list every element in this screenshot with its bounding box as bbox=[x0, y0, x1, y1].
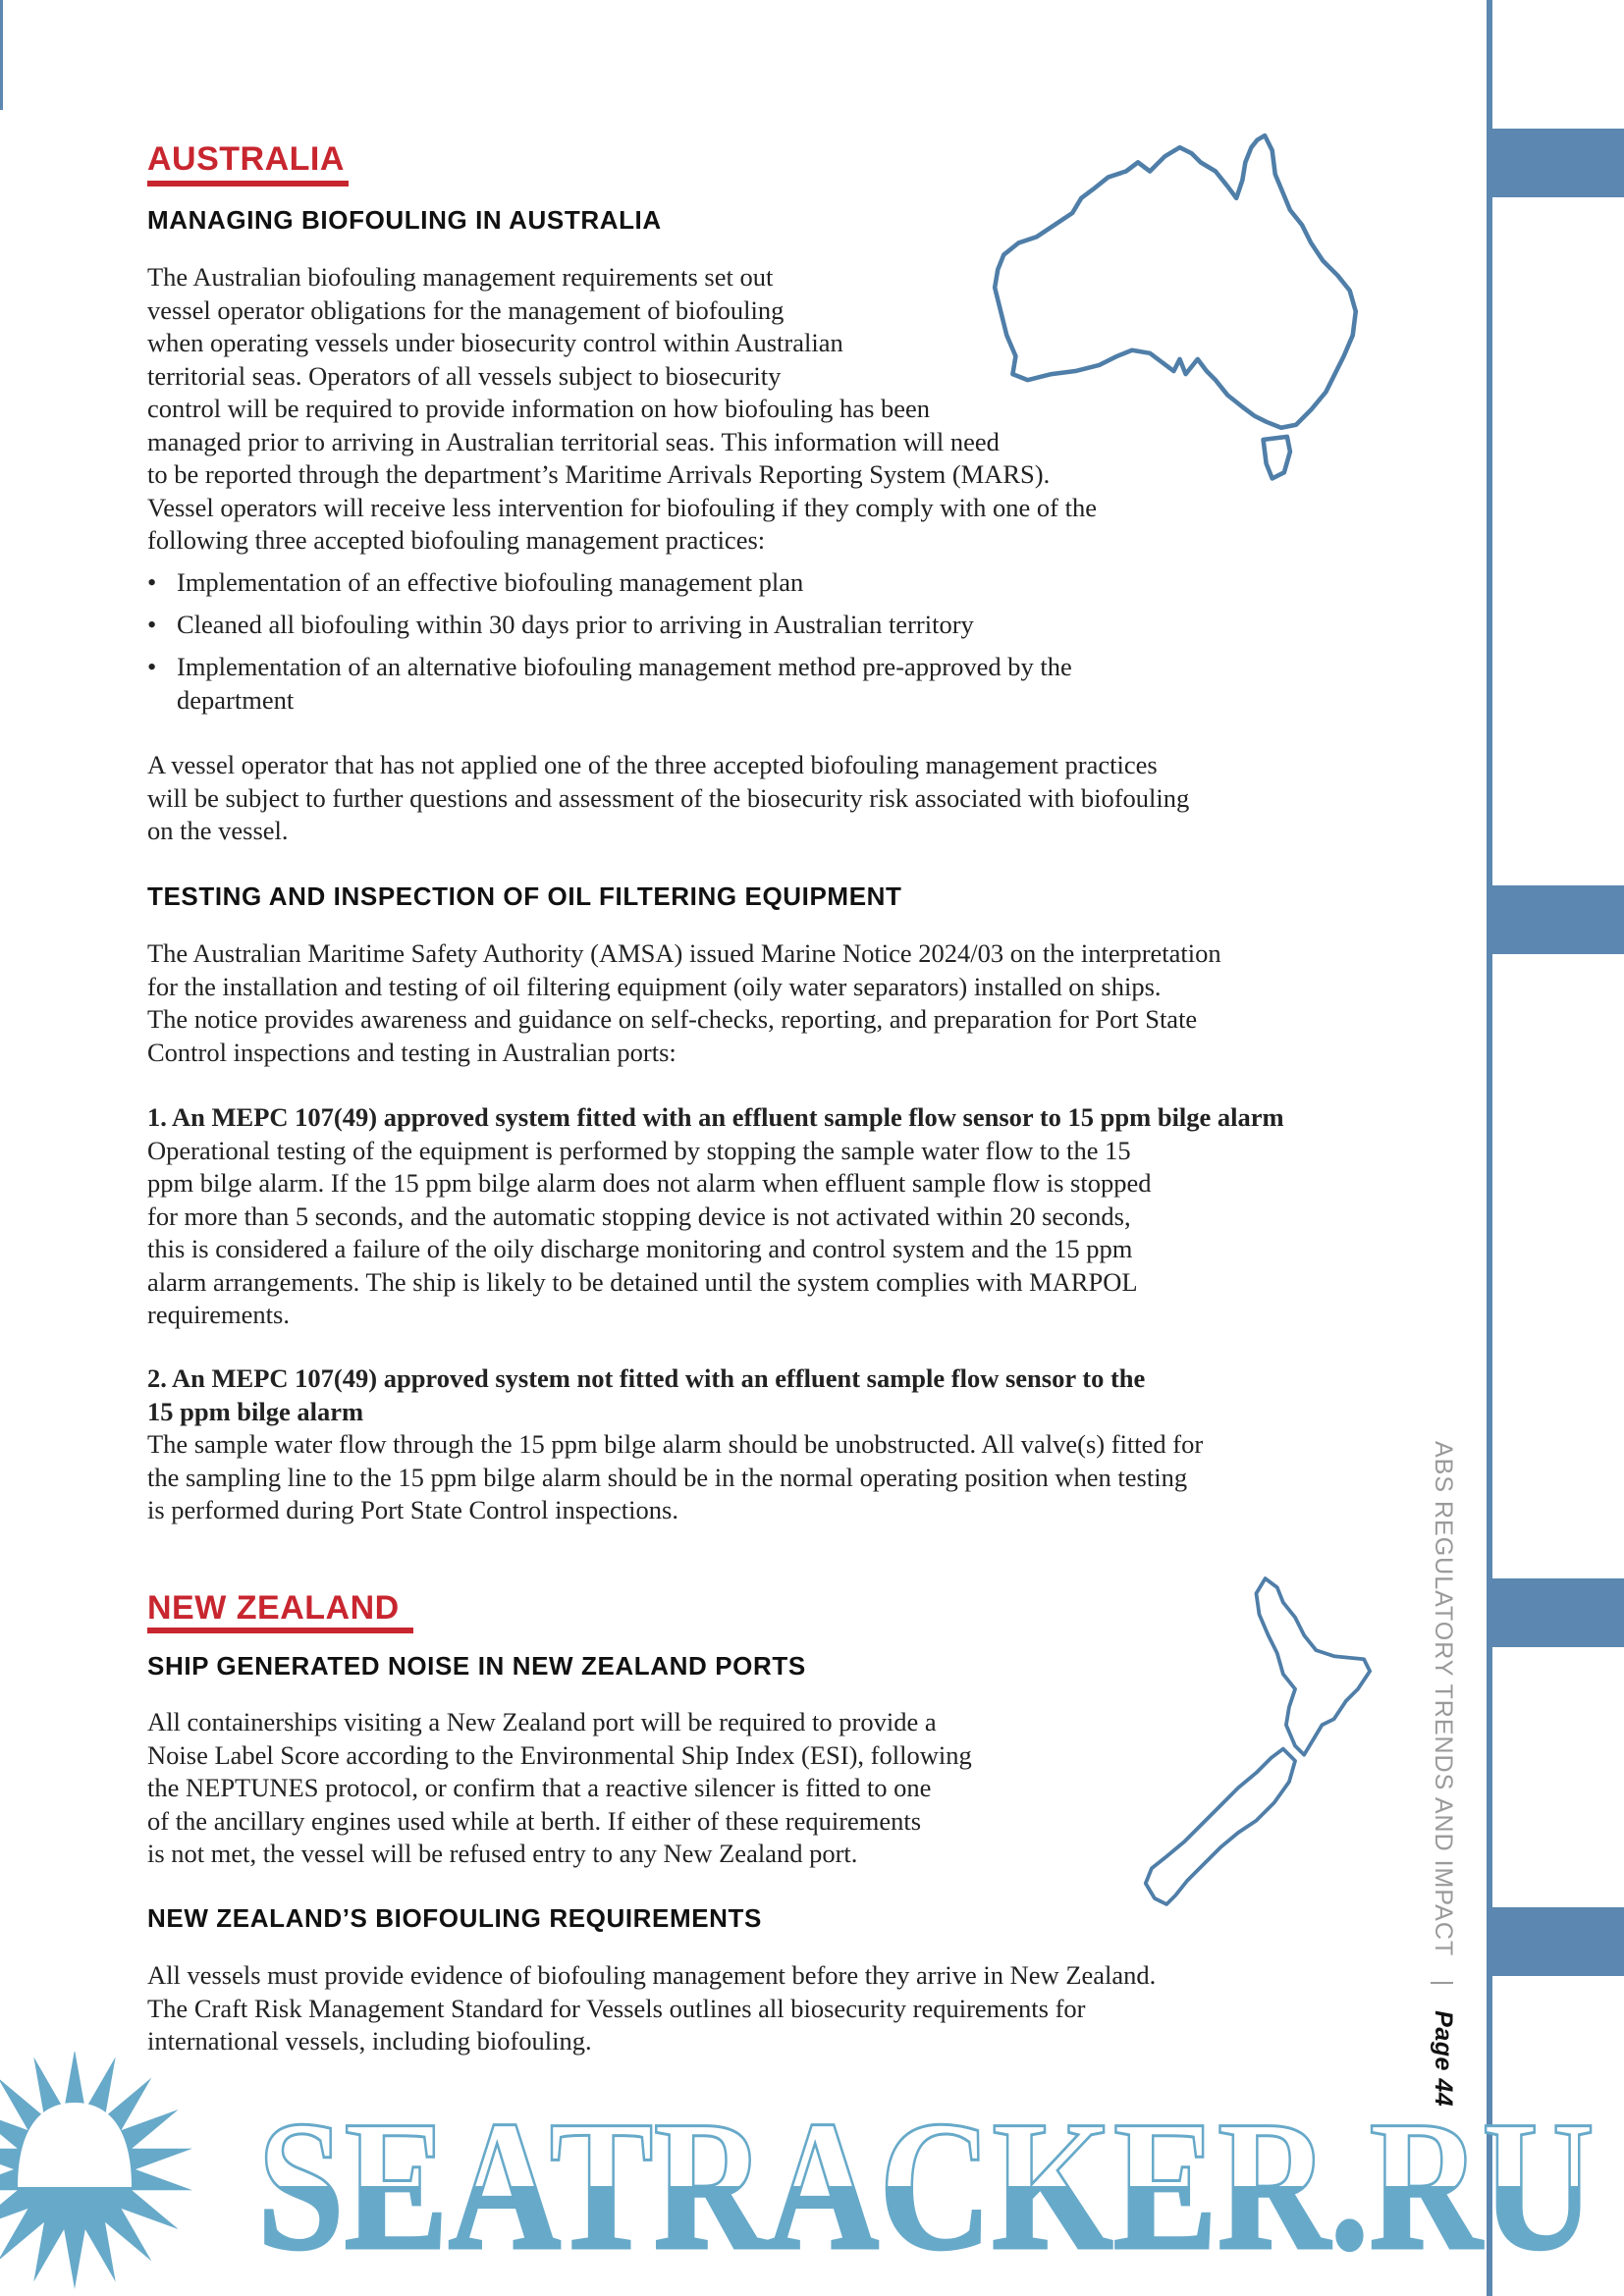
text-line: The sample water flow through the 15 ppm bilge alarm should be unobstructed. All valve(s) fitted for bbox=[147, 1429, 1204, 1459]
text-line: on the vessel. bbox=[147, 816, 289, 845]
text-line: is not met, the vessel will be refused entry to any New Zealand port. bbox=[147, 1839, 858, 1868]
text-line: Noise Label Score according to the Environmental Ship Index (ESI), following bbox=[147, 1739, 972, 1770]
text-line: The Australian Maritime Safety Authority (AMSA) issued Marine Notice 2024/03 on the interpretation bbox=[147, 938, 1221, 968]
paragraph-biofouling-closing bbox=[147, 749, 1189, 848]
sidebar-tab bbox=[1489, 885, 1624, 954]
text-line: when operating vessels under biosecurity control within Australian bbox=[147, 328, 843, 357]
running-footer bbox=[1429, 1441, 1457, 2107]
text-line: Control inspections and testing in Australian ports: bbox=[147, 1037, 677, 1067]
text-line: Operational testing of the equipment is performed by stopping the sample water flow to the 15 bbox=[147, 1135, 1131, 1165]
paragraph-oil-intro bbox=[147, 937, 1221, 1069]
text-line: the sampling line to the 15 ppm bilge alarm should be in the normal operating position when testing bbox=[147, 1462, 1188, 1492]
paragraph-ship-noise bbox=[147, 1706, 972, 1871]
heading-nz-biofouling: NEW ZEALAND’S BIOFOULING REQUIREMENTS bbox=[147, 1903, 762, 1933]
watermark-text: SEATRACKER.RU bbox=[257, 2083, 1595, 2289]
australia-map-icon bbox=[992, 133, 1365, 486]
case1-title bbox=[147, 1101, 1284, 1135]
sidebar-tab bbox=[1489, 1578, 1624, 1647]
text-line: is performed during Port State Control inspections. bbox=[147, 1495, 678, 1524]
heading-managing-biofouling: MANAGING BIOFOULING IN AUSTRALIA bbox=[147, 205, 662, 235]
text-line: All vessels must provide evidence of biofouling management before they arrive in New Zealand. bbox=[147, 1960, 1157, 1990]
section-title-australia: AUSTRALIA bbox=[147, 140, 345, 178]
text-line: 15 ppm bilge alarm bbox=[147, 1396, 364, 1426]
text-line: control will be required to provide information on how biofouling has been bbox=[147, 394, 931, 423]
page-number: Page 44 bbox=[1430, 2010, 1457, 2108]
case2-title bbox=[147, 1362, 1145, 1428]
heading-ship-noise: SHIP GENERATED NOISE IN NEW ZEALAND PORTS bbox=[147, 1651, 806, 1681]
case1-text bbox=[147, 1135, 1151, 1332]
text-line: the NEPTUNES protocol, or confirm that a reactive silencer is fitted to one bbox=[147, 1773, 932, 1802]
footer-separator: | bbox=[1430, 1979, 1457, 1988]
publication-title: ABS REGULATORY TRENDS AND IMPACT bbox=[1430, 1441, 1457, 1956]
bullet-icon: • bbox=[147, 610, 157, 639]
text-line: requirements. bbox=[147, 1300, 290, 1329]
text-line: 2. An MEPC 107(49) approved system not fitted with an effluent sample flow sensor to the bbox=[147, 1363, 1146, 1393]
text-line: will be subject to further questions and assessment of the biosecurity risk associated with biofouling bbox=[147, 782, 1190, 813]
text-line: 1. An MEPC 107(49) approved system fitted with an effluent sample flow sensor to 15 ppm bilge alarm bbox=[147, 1102, 1284, 1132]
title-underline bbox=[147, 1628, 413, 1633]
bullet-icon: • bbox=[147, 567, 157, 597]
left-edge-rule bbox=[0, 0, 3, 110]
text-line: alarm arrangements. The ship is likely to be detained until the system complies with MARPOL bbox=[147, 1266, 1138, 1297]
section-title-new-zealand: NEW ZEALAND bbox=[147, 1589, 400, 1627]
new-zealand-map-icon bbox=[1139, 1575, 1380, 1907]
sidebar-tab bbox=[1489, 129, 1624, 197]
text-line: international vessels, including biofouling. bbox=[147, 2026, 592, 2056]
text-line: for more than 5 seconds, and the automatic stopping device is not activated within 20 seconds, bbox=[147, 1201, 1131, 1231]
text-line: The Craft Risk Management Standard for Vessels outlines all biosecurity requirements for bbox=[147, 1993, 1086, 2023]
text-line: ppm bilge alarm. If the 15 ppm bilge alarm does not alarm when effluent sample flow is stopped bbox=[147, 1168, 1152, 1198]
sidebar-tab bbox=[1489, 1907, 1624, 1976]
text-line: Vessel operators will receive less intervention for biofouling if they comply with one of the bbox=[147, 492, 1098, 522]
text-line: of the ancillary engines used while at berth. If either of these requirements bbox=[147, 1805, 922, 1836]
text-line: Implementation of an alternative biofouling management method pre-approved by the bbox=[177, 652, 1072, 681]
title-underline bbox=[147, 181, 349, 187]
heading-oil-filtering: TESTING AND INSPECTION OF OIL FILTERING EQUIPMENT bbox=[147, 881, 902, 911]
text-line: for the installation and testing of oil filtering equipment (oily water separators) installed on ships. bbox=[147, 971, 1162, 1001]
bullet-icon: • bbox=[147, 652, 157, 681]
paragraph-nz-biofouling bbox=[147, 1959, 1156, 2058]
text-line: to be reported through the department’s Maritime Arrivals Reporting System (MARS). bbox=[147, 459, 1051, 489]
case2-text bbox=[147, 1428, 1203, 1527]
text-line: managed prior to arriving in Australian territorial seas. This information will need bbox=[147, 426, 1000, 456]
text-line: The notice provides awareness and guidance on self-checks, reporting, and preparation for Port State bbox=[147, 1004, 1198, 1034]
paragraph-biofouling-intro bbox=[147, 261, 1097, 558]
text-line: A vessel operator that has not applied one of the three accepted biofouling management practices bbox=[147, 750, 1158, 779]
text-line: All containerships visiting a New Zealand port will be required to provide a bbox=[147, 1707, 937, 1736]
text-line: Cleaned all biofouling within 30 days prior to arriving in Australian territory bbox=[177, 610, 974, 639]
seatracker-watermark bbox=[0, 2052, 1624, 2296]
text-line: department bbox=[177, 684, 295, 715]
text-line: vessel operator obligations for the management of biofouling bbox=[147, 294, 785, 325]
text-line: following three accepted biofouling management practices: bbox=[147, 525, 766, 555]
text-line: The Australian biofouling management requirements set out bbox=[147, 262, 774, 292]
text-line: territorial seas. Operators of all vessels subject to biosecurity bbox=[147, 360, 782, 391]
text-line: this is considered a failure of the oily discharge monitoring and control system and the 15 ppm bbox=[147, 1234, 1133, 1263]
text-line: Implementation of an effective biofouling management plan bbox=[177, 567, 804, 597]
sun-logo-icon bbox=[0, 2052, 192, 2289]
